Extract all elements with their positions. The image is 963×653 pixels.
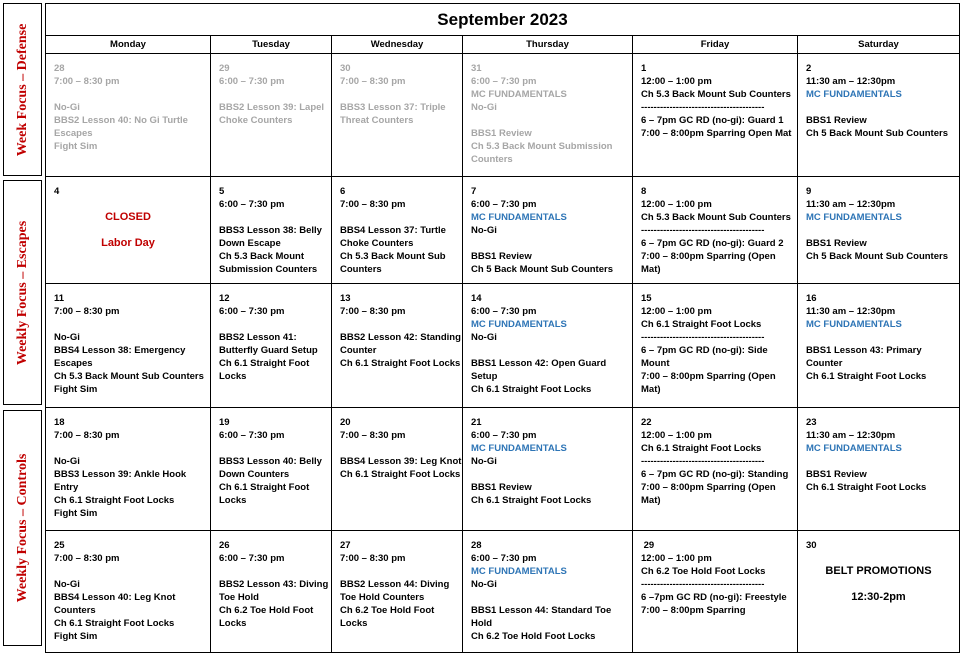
- day-number: 1: [641, 63, 647, 74]
- day-cell: [798, 284, 960, 408]
- event-line: BBS2 Lesson 39: Lapel: [219, 102, 325, 113]
- day-cell: [211, 531, 332, 653]
- day-cell: [798, 531, 960, 653]
- day-cell: [332, 177, 463, 284]
- event-line: ---------------------------------------: [641, 332, 765, 343]
- event-line: 6:00 – 7:30 pm: [219, 199, 285, 210]
- event-line: [471, 114, 632, 127]
- event-line: [340, 442, 462, 455]
- event-line: Submission Counters: [219, 264, 318, 275]
- event-line: Fight Sim: [54, 384, 98, 395]
- event-line: 12:00 – 1:00 pm: [641, 306, 712, 317]
- day-number: 31: [471, 63, 482, 74]
- event-line: [471, 468, 632, 481]
- event-line: Down Escape: [219, 238, 281, 249]
- event-line: 7:00 – 8:00pm Sparring Open Mat: [641, 128, 792, 139]
- weekday-header: Friday: [633, 36, 798, 54]
- week-focus-text: Week Focus – Defense: [14, 23, 30, 156]
- day-number: 26: [219, 540, 230, 551]
- event-line: 7:00 – 8:30 pm: [340, 199, 406, 210]
- day-number: 28: [54, 63, 65, 74]
- event-line: 6:00 – 7:30 pm: [219, 430, 285, 441]
- day-number: 5: [219, 186, 225, 197]
- event-line: 6 – 7pm GC RD (no-gi): Guard 2: [641, 238, 784, 249]
- month-title: September 2023: [46, 4, 960, 36]
- event-line: Locks: [219, 371, 247, 382]
- day-number: 9: [806, 186, 812, 197]
- event-line: [471, 591, 632, 604]
- day-cell: [46, 531, 211, 653]
- event-line: No-Gi: [471, 579, 497, 590]
- event-line: Ch 6.1 Straight Foot Locks: [806, 371, 927, 382]
- event-line: Ch 5.3 Back Mount Sub: [340, 251, 446, 262]
- event-line: BBS3 Lesson 38: Belly: [219, 225, 322, 236]
- event-line: 11:30 am – 12:30pm: [806, 76, 896, 87]
- event-line: No-Gi: [471, 225, 497, 236]
- day-cell: [798, 408, 960, 531]
- day-number: 30: [340, 63, 351, 74]
- event-line: BBS2 Lesson 43: Diving: [219, 579, 329, 590]
- event-line: 6:00 – 7:30 pm: [471, 199, 537, 210]
- event-line: Ch 5.3 Back Mount Sub Counters: [54, 371, 204, 382]
- event-line: 7:00 – 8:00pm Sparring: [641, 605, 746, 616]
- event-line: Ch 6.1 Straight Foot Locks: [641, 443, 762, 454]
- day-cell: [211, 408, 332, 531]
- event-line: 7:00 – 8:30 pm: [54, 553, 120, 564]
- week-row: [46, 408, 960, 531]
- event-line: 6:00 – 7:30 pm: [471, 430, 537, 441]
- event-line: Ch 6.1 Straight Foot Locks: [340, 358, 461, 369]
- day-number: 15: [641, 293, 652, 304]
- event-line: Ch 6.1 Straight Foot: [219, 358, 310, 369]
- event-line: Toe Hold Counters: [340, 592, 425, 603]
- event-line: BBS1 Review: [806, 238, 867, 249]
- event-line: Labor Day: [101, 237, 155, 249]
- event-line: [54, 442, 210, 455]
- event-line: Counters: [471, 154, 513, 165]
- day-cell: [633, 408, 798, 531]
- event-line: Ch 5 Back Mount Sub Counters: [806, 251, 948, 262]
- event-line: [219, 442, 331, 455]
- event-line: No-Gi: [54, 102, 80, 113]
- day-number: 29: [641, 540, 655, 551]
- event-line: 12:30-2pm: [851, 591, 906, 603]
- event-line: Down Counters: [219, 469, 290, 480]
- weekday-header: Wednesday: [332, 36, 463, 54]
- event-line: No-Gi: [54, 332, 80, 343]
- event-line: 7:00 – 8:00pm Sparring (Open: [641, 251, 776, 262]
- event-line: Locks: [219, 495, 247, 506]
- event-line: 11:30 am – 12:30pm: [806, 430, 896, 441]
- day-cell: [633, 284, 798, 408]
- day-number: 30: [806, 540, 817, 551]
- event-line: Hold: [471, 618, 493, 629]
- event-line: BBS1 Review: [471, 482, 532, 493]
- event-line: BBS1 Review: [806, 115, 867, 126]
- day-cell: [633, 177, 798, 284]
- event-line: Ch 5.3 Back Mount Sub Counters: [641, 89, 791, 100]
- event-line: MC FUNDAMENTALS: [471, 566, 567, 577]
- event-line: Fight Sim: [54, 631, 98, 642]
- event-line: [54, 88, 210, 101]
- event-line: Counters: [340, 264, 382, 275]
- event-line: 7:00 – 8:30 pm: [340, 430, 406, 441]
- event-line: [340, 88, 462, 101]
- event-line: 7:00 – 8:00pm Sparring (Open: [641, 482, 776, 493]
- event-line: [340, 211, 462, 224]
- event-line: Threat Counters: [340, 115, 414, 126]
- event-line: 12:00 – 1:00 pm: [641, 553, 712, 564]
- event-line: Ch 5.3 Back Mount Submission: [471, 141, 613, 152]
- event-line: BBS1 Review: [471, 251, 532, 262]
- day-number: 13: [340, 293, 351, 304]
- event-line: Choke Counters: [219, 115, 293, 126]
- day-cell: [798, 54, 960, 177]
- event-line: ---------------------------------------: [641, 456, 765, 467]
- day-number: 23: [806, 417, 817, 428]
- event-line: Mat): [641, 495, 661, 506]
- event-line: 6:00 – 7:30 pm: [219, 553, 285, 564]
- day-cell: [332, 408, 463, 531]
- event-line: Locks: [340, 618, 368, 629]
- day-number: 21: [471, 417, 482, 428]
- event-line: 12:00 – 1:00 pm: [641, 199, 712, 210]
- event-line: No-Gi: [54, 456, 80, 467]
- event-line: Ch 5 Back Mount Sub Counters: [471, 264, 613, 275]
- event-line: 7:00 – 8:30 pm: [54, 306, 120, 317]
- event-line: 6 – 7pm GC RD (no-gi): Side: [641, 345, 768, 356]
- day-cell: [332, 284, 463, 408]
- event-line: Ch 6.1 Straight Foot Locks: [54, 495, 175, 506]
- event-line: Ch 6.2 Toe Hold Foot: [219, 605, 314, 616]
- event-line: MC FUNDAMENTALS: [806, 212, 902, 223]
- event-line: CLOSED: [105, 211, 151, 223]
- day-number: 28: [471, 540, 482, 551]
- event-line: Counter: [340, 345, 377, 356]
- event-line: BBS2 Lesson 44: Diving: [340, 579, 450, 590]
- day-cell: [463, 284, 633, 408]
- event-line: No-Gi: [471, 102, 497, 113]
- calendar-table: [45, 3, 960, 653]
- event-line: BBS1 Review: [806, 469, 867, 480]
- event-line: 6 – 7pm GC RD (no-gi): Guard 1: [641, 115, 784, 126]
- day-cell: [463, 531, 633, 653]
- day-number: 22: [641, 417, 652, 428]
- day-number: 16: [806, 293, 817, 304]
- weekday-header: Thursday: [463, 36, 633, 54]
- weekday-header-row: [46, 36, 960, 54]
- event-line: No-Gi: [471, 456, 497, 467]
- event-line: No-Gi: [54, 579, 80, 590]
- event-line: [806, 455, 959, 468]
- event-line: Ch 5.3 Back Mount: [219, 251, 304, 262]
- event-line: 7:00 – 8:30 pm: [54, 76, 120, 87]
- event-line: 6:00 – 7:30 pm: [471, 306, 537, 317]
- day-cell: [332, 54, 463, 177]
- event-line: ---------------------------------------: [641, 102, 765, 113]
- event-line: Entry: [54, 482, 79, 493]
- day-number: 19: [219, 417, 230, 428]
- event-line: Ch 6.1 Straight Foot Locks: [641, 319, 762, 330]
- event-line: Ch 6.1 Straight Foot Locks: [471, 384, 592, 395]
- event-line: BBS4 Lesson 38: Emergency: [54, 345, 186, 356]
- event-line: BBS2 Lesson 41:: [219, 332, 297, 343]
- event-line: 6:00 – 7:30 pm: [471, 553, 537, 564]
- week-focus-label: [3, 3, 42, 176]
- event-line: BBS1 Lesson 44: Standard Toe: [471, 605, 612, 616]
- event-line: [54, 318, 210, 331]
- day-cell: [211, 284, 332, 408]
- weekday-header: Tuesday: [211, 36, 332, 54]
- day-cell: [463, 408, 633, 531]
- day-number: 6: [340, 186, 346, 197]
- week-focus-text: Weekly Focus – Escapes: [14, 220, 30, 365]
- event-line: Ch 6.1 Straight Foot Locks: [54, 618, 175, 629]
- event-line: ---------------------------------------: [641, 225, 765, 236]
- event-line: Counters: [54, 605, 96, 616]
- event-line: 11:30 am – 12:30pm: [806, 306, 896, 317]
- week-focus-label: [3, 410, 42, 646]
- event-line: Escapes: [54, 358, 93, 369]
- event-line: Ch 6.2 Toe Hold Foot Locks: [641, 566, 766, 577]
- weekday-header: Monday: [46, 36, 211, 54]
- day-cell: [633, 54, 798, 177]
- event-line: 6 – 7pm GC RD (no-gi): Standing: [641, 469, 789, 480]
- event-line: Toe Hold: [219, 592, 259, 603]
- day-number: 12: [219, 293, 230, 304]
- event-line: [54, 224, 210, 237]
- event-line: Fight Sim: [54, 141, 98, 152]
- event-line: MC FUNDAMENTALS: [806, 443, 902, 454]
- event-line: BBS1 Lesson 43: Primary: [806, 345, 922, 356]
- event-line: [806, 101, 959, 114]
- event-line: BBS3 Lesson 37: Triple: [340, 102, 446, 113]
- event-line: MC FUNDAMENTALS: [806, 319, 902, 330]
- event-line: BBS4 Lesson 39: Leg Knot: [340, 456, 462, 467]
- event-line: BBS4 Lesson 37: Turtle: [340, 225, 446, 236]
- week-row: [46, 531, 960, 653]
- day-cell: [332, 531, 463, 653]
- day-number: 29: [219, 63, 230, 74]
- event-line: [54, 565, 210, 578]
- event-line: 7:00 – 8:30 pm: [340, 553, 406, 564]
- day-cell: [211, 54, 332, 177]
- event-line: BBS1 Lesson 42: Open Guard: [471, 358, 607, 369]
- day-number: 8: [641, 186, 647, 197]
- day-number: 7: [471, 186, 477, 197]
- event-line: 7:00 – 8:30 pm: [54, 430, 120, 441]
- day-cell: [46, 54, 211, 177]
- event-line: 12:00 – 1:00 pm: [641, 430, 712, 441]
- event-line: 12:00 – 1:00 pm: [641, 76, 712, 87]
- day-number: 4: [54, 186, 60, 197]
- event-line: [471, 237, 632, 250]
- weekday-header: Saturday: [798, 36, 960, 54]
- event-line: Fight Sim: [54, 508, 98, 519]
- event-line: BELT PROMOTIONS: [825, 565, 932, 577]
- day-number: 11: [54, 293, 65, 304]
- event-line: [219, 318, 331, 331]
- event-line: Escapes: [54, 128, 93, 139]
- event-line: [219, 211, 331, 224]
- week-focus-text: Weekly Focus – Controls: [14, 453, 30, 603]
- event-line: [340, 565, 462, 578]
- event-line: Ch 5 Back Mount Sub Counters: [806, 128, 948, 139]
- event-line: [219, 88, 331, 101]
- day-cell: [46, 284, 211, 408]
- event-line: MC FUNDAMENTALS: [471, 443, 567, 454]
- event-line: 7:00 – 8:30 pm: [340, 76, 406, 87]
- week-focus-label: [3, 180, 42, 405]
- event-line: BBS3 Lesson 39: Ankle Hook: [54, 469, 187, 480]
- event-line: Ch 5.3 Back Mount Sub Counters: [641, 212, 791, 223]
- event-line: [219, 565, 331, 578]
- event-line: Ch 6.1 Straight Foot Locks: [340, 469, 461, 480]
- event-line: Locks: [219, 618, 247, 629]
- event-line: Setup: [471, 371, 498, 382]
- event-line: [806, 331, 959, 344]
- week-row: [46, 54, 960, 177]
- event-line: Ch 6.1 Straight Foot: [219, 482, 310, 493]
- event-line: 7:00 – 8:30 pm: [340, 306, 406, 317]
- day-cell: [463, 177, 633, 284]
- day-cell: [633, 531, 798, 653]
- event-line: ---------------------------------------: [641, 579, 765, 590]
- event-line: BBS2 Lesson 42: Standing: [340, 332, 461, 343]
- event-line: 7:00 – 8:00pm Sparring (Open: [641, 371, 776, 382]
- event-line: 6:00 – 7:30 pm: [219, 76, 285, 87]
- week-row: [46, 284, 960, 408]
- day-cell: [46, 177, 211, 284]
- event-line: 6:00 – 7:30 pm: [219, 306, 285, 317]
- event-line: BBS3 Lesson 40: Belly: [219, 456, 322, 467]
- event-line: Ch 6.2 Toe Hold Foot Locks: [471, 631, 596, 642]
- event-line: 11:30 am – 12:30pm: [806, 199, 896, 210]
- event-line: [806, 552, 959, 565]
- event-line: BBS2 Lesson 40: No Gi Turtle: [54, 115, 188, 126]
- week-row: [46, 177, 960, 284]
- day-number: 18: [54, 417, 65, 428]
- day-cell: [798, 177, 960, 284]
- day-number: 14: [471, 293, 482, 304]
- event-line: Ch 6.2 Toe Hold Foot: [340, 605, 435, 616]
- event-line: Mount: [641, 358, 670, 369]
- day-cell: [211, 177, 332, 284]
- event-line: Choke Counters: [340, 238, 414, 249]
- event-line: Mat): [641, 264, 661, 275]
- day-number: 25: [54, 540, 65, 551]
- event-line: MC FUNDAMENTALS: [471, 89, 567, 100]
- event-line: BBS1 Review: [471, 128, 532, 139]
- event-line: No-Gi: [471, 332, 497, 343]
- day-cell: [463, 54, 633, 177]
- day-number: 20: [340, 417, 351, 428]
- event-line: [806, 224, 959, 237]
- day-number: 2: [806, 63, 812, 74]
- event-line: Ch 6.1 Straight Foot Locks: [471, 495, 592, 506]
- event-line: [340, 318, 462, 331]
- event-line: MC FUNDAMENTALS: [806, 89, 902, 100]
- event-line: Mat): [641, 384, 661, 395]
- event-line: BBS4 Lesson 40: Leg Knot: [54, 592, 176, 603]
- event-line: Ch 6.1 Straight Foot Locks: [806, 482, 927, 493]
- event-line: Butterfly Guard Setup: [219, 345, 318, 356]
- event-line: 6:00 – 7:30 pm: [471, 76, 537, 87]
- event-line: [54, 198, 210, 211]
- event-line: Counter: [806, 358, 843, 369]
- event-line: [471, 344, 632, 357]
- event-line: MC FUNDAMENTALS: [471, 212, 567, 223]
- event-line: [806, 578, 959, 591]
- event-line: MC FUNDAMENTALS: [471, 319, 567, 330]
- day-number: 27: [340, 540, 351, 551]
- event-line: 6 –7pm GC RD (no-gi): Freestyle: [641, 592, 787, 603]
- day-cell: [46, 408, 211, 531]
